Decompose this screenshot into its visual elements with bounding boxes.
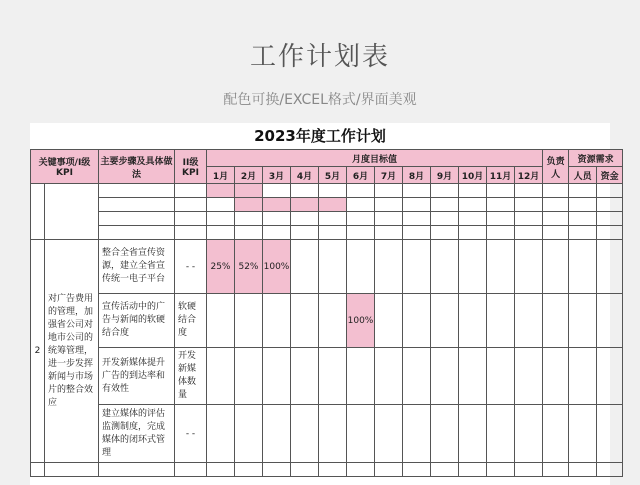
cell[interactable] (319, 294, 347, 348)
header-steps: 主要步骤及具体做法 (99, 150, 175, 184)
month-header: 3月 (263, 167, 291, 184)
cell[interactable] (543, 463, 569, 477)
cell[interactable] (207, 212, 235, 226)
cell[interactable] (403, 463, 431, 477)
cell[interactable] (235, 226, 263, 240)
cell[interactable] (263, 184, 291, 198)
cell[interactable] (31, 184, 45, 240)
cell[interactable] (207, 226, 235, 240)
cell[interactable] (543, 198, 569, 212)
cell[interactable] (207, 184, 235, 198)
cell[interactable] (291, 405, 319, 463)
cell[interactable] (319, 463, 347, 477)
cell[interactable] (431, 240, 459, 294)
cell[interactable] (431, 294, 459, 348)
cell[interactable] (235, 212, 263, 226)
cell[interactable] (375, 212, 403, 226)
cell[interactable] (543, 184, 569, 198)
cell[interactable] (175, 198, 207, 212)
cell[interactable] (431, 184, 459, 198)
cell[interactable] (597, 226, 623, 240)
kpi2-cell[interactable]: 开发新媒体数量 (175, 348, 207, 405)
month-header: 9月 (431, 167, 459, 184)
cell[interactable] (291, 212, 319, 226)
cell[interactable] (375, 184, 403, 198)
cell[interactable] (569, 226, 597, 240)
cell[interactable] (459, 294, 487, 348)
cell[interactable] (235, 198, 263, 212)
cell[interactable] (291, 348, 319, 405)
cell[interactable] (347, 240, 375, 294)
cell[interactable] (235, 184, 263, 198)
month-value-cell[interactable]: 100% (347, 294, 375, 348)
header-kpi1: 关键事项/I级KPI (31, 150, 99, 184)
cell[interactable] (235, 463, 263, 477)
cell[interactable] (431, 212, 459, 226)
cell[interactable] (347, 405, 375, 463)
header-monthly: 月度目标值 (207, 150, 543, 167)
sheet-title: 2023年度工作计划 (254, 127, 386, 145)
cell[interactable] (459, 198, 487, 212)
cell[interactable] (319, 226, 347, 240)
cell[interactable] (459, 184, 487, 198)
cell[interactable] (403, 198, 431, 212)
cell[interactable] (235, 405, 263, 463)
month-value-cell[interactable]: 25% (207, 240, 235, 294)
cell[interactable] (597, 294, 623, 348)
cell[interactable] (375, 294, 403, 348)
cell[interactable] (291, 294, 319, 348)
cell[interactable] (207, 405, 235, 463)
cell[interactable] (99, 226, 175, 240)
month-header: 8月 (403, 167, 431, 184)
cell[interactable] (347, 198, 375, 212)
cell[interactable] (347, 184, 375, 198)
cell[interactable] (597, 198, 623, 212)
cell[interactable] (569, 463, 597, 477)
cell[interactable] (459, 240, 487, 294)
cell[interactable] (175, 463, 207, 477)
cell[interactable] (487, 348, 515, 405)
cell[interactable] (263, 198, 291, 212)
cell[interactable] (597, 240, 623, 294)
cell[interactable] (99, 463, 175, 477)
cell[interactable] (487, 294, 515, 348)
cell[interactable] (319, 348, 347, 405)
table-row (31, 463, 623, 477)
cell[interactable] (515, 198, 543, 212)
cell[interactable] (597, 212, 623, 226)
cell[interactable] (459, 348, 487, 405)
cell[interactable] (459, 405, 487, 463)
header-staff: 人员 (569, 167, 597, 184)
cell[interactable] (347, 226, 375, 240)
cell[interactable] (487, 198, 515, 212)
month-header: 7月 (375, 167, 403, 184)
header-funds: 资金 (597, 167, 623, 184)
cell[interactable] (319, 184, 347, 198)
cell[interactable] (319, 405, 347, 463)
cell[interactable] (175, 212, 207, 226)
cell[interactable] (403, 405, 431, 463)
cell[interactable] (291, 198, 319, 212)
key-matter-cell[interactable]: 对广告费用的管理，加强省公司对地市公司的统筹管理，进一步发挥新闻与市场片的整合效应 (45, 240, 99, 463)
cell[interactable] (347, 212, 375, 226)
cell[interactable] (347, 348, 375, 405)
cell[interactable] (235, 294, 263, 348)
month-value-cell[interactable]: 100% (263, 240, 291, 294)
cell[interactable] (263, 348, 291, 405)
cell[interactable] (431, 348, 459, 405)
month-header: 5月 (319, 167, 347, 184)
table-row (31, 294, 623, 348)
cell[interactable] (403, 212, 431, 226)
month-header: 12月 (515, 167, 543, 184)
kpi2-cell[interactable]: - - (175, 240, 207, 294)
cell[interactable] (403, 184, 431, 198)
kpi2-cell[interactable]: - - (175, 405, 207, 463)
month-value-cell[interactable]: 52% (235, 240, 263, 294)
month-header: 6月 (347, 167, 375, 184)
cell[interactable] (375, 348, 403, 405)
cell[interactable] (487, 240, 515, 294)
step-cell[interactable]: 建立媒体的评估监测制度，完成媒体的闭环式管理 (99, 405, 175, 463)
cell[interactable] (569, 212, 597, 226)
cell[interactable] (263, 226, 291, 240)
table-row (31, 184, 623, 198)
cell[interactable] (459, 212, 487, 226)
cell[interactable] (263, 405, 291, 463)
cell[interactable] (487, 184, 515, 198)
cell[interactable] (569, 348, 597, 405)
month-header: 2月 (235, 167, 263, 184)
header-owner: 负责人 (543, 150, 569, 184)
month-header: 4月 (291, 167, 319, 184)
cell[interactable] (543, 405, 569, 463)
cell[interactable] (487, 212, 515, 226)
cell[interactable] (319, 198, 347, 212)
cell[interactable] (515, 240, 543, 294)
cell[interactable] (99, 184, 175, 198)
kpi2-cell[interactable]: 软硬结合度 (175, 294, 207, 348)
step-cell[interactable]: 整合全省宣传资源，建立全省宣传统一电子平台 (99, 240, 175, 294)
cell[interactable] (291, 463, 319, 477)
cell[interactable] (597, 463, 623, 477)
cell[interactable] (319, 212, 347, 226)
header-resources: 资源需求 (569, 150, 623, 167)
row-index: 2 (31, 240, 45, 463)
step-cell[interactable]: 开发新媒体提升广告的到达率和有效性 (99, 348, 175, 405)
cell[interactable] (431, 405, 459, 463)
cell[interactable] (291, 240, 319, 294)
spreadsheet (30, 123, 619, 485)
cell[interactable] (515, 348, 543, 405)
cell[interactable] (31, 463, 45, 477)
cell[interactable] (45, 463, 99, 477)
cell[interactable] (375, 226, 403, 240)
header-kpi2: II级KPI (175, 150, 207, 184)
cell[interactable] (207, 198, 235, 212)
cell[interactable] (403, 348, 431, 405)
cell[interactable] (515, 405, 543, 463)
cell[interactable] (515, 212, 543, 226)
month-header: 10月 (459, 167, 487, 184)
cell[interactable] (487, 463, 515, 477)
cell[interactable] (263, 212, 291, 226)
table-row (31, 348, 623, 405)
cell[interactable] (543, 240, 569, 294)
cell[interactable] (597, 348, 623, 405)
cell[interactable] (375, 198, 403, 212)
page-subtitle: 配色可换/EXCEL格式/界面美观 (223, 92, 417, 108)
cell[interactable] (569, 240, 597, 294)
cell[interactable] (375, 405, 403, 463)
cell[interactable] (569, 405, 597, 463)
cell[interactable] (515, 463, 543, 477)
cell[interactable] (403, 294, 431, 348)
cell[interactable] (375, 240, 403, 294)
cell[interactable] (543, 348, 569, 405)
cell[interactable] (543, 226, 569, 240)
cell[interactable] (431, 198, 459, 212)
cell[interactable] (263, 294, 291, 348)
cell[interactable] (319, 240, 347, 294)
cell[interactable] (99, 198, 175, 212)
month-header: 11月 (487, 167, 515, 184)
cell[interactable] (515, 226, 543, 240)
cell[interactable] (543, 212, 569, 226)
cell[interactable] (459, 226, 487, 240)
cell[interactable] (597, 184, 623, 198)
cell[interactable] (291, 226, 319, 240)
cell[interactable] (569, 184, 597, 198)
cell[interactable] (175, 184, 207, 198)
cell[interactable] (291, 184, 319, 198)
cell[interactable] (487, 226, 515, 240)
month-header: 1月 (207, 167, 235, 184)
table-row (31, 198, 623, 212)
cell[interactable] (431, 226, 459, 240)
cell[interactable] (347, 463, 375, 477)
cell[interactable] (207, 463, 235, 477)
cell[interactable] (515, 294, 543, 348)
cell[interactable] (207, 348, 235, 405)
cell[interactable] (569, 294, 597, 348)
cell[interactable] (431, 463, 459, 477)
cell[interactable] (403, 226, 431, 240)
cell[interactable] (235, 348, 263, 405)
cell[interactable] (487, 405, 515, 463)
cell[interactable] (99, 212, 175, 226)
cell[interactable] (459, 463, 487, 477)
cell[interactable] (263, 463, 291, 477)
cell[interactable] (515, 184, 543, 198)
table-row (31, 405, 623, 463)
cell[interactable] (45, 184, 99, 240)
page-title: 工作计划表 (249, 42, 390, 72)
plan-table (30, 149, 623, 477)
cell[interactable] (375, 463, 403, 477)
cell[interactable] (175, 226, 207, 240)
step-cell[interactable]: 宣传活动中的广告与新闻的软硬结合度 (99, 294, 175, 348)
table-row (31, 226, 623, 240)
cell[interactable] (597, 405, 623, 463)
cell[interactable] (403, 240, 431, 294)
table-row (31, 240, 623, 294)
cell[interactable] (207, 294, 235, 348)
table-row (31, 212, 623, 226)
cell[interactable] (543, 294, 569, 348)
cell[interactable] (569, 198, 597, 212)
